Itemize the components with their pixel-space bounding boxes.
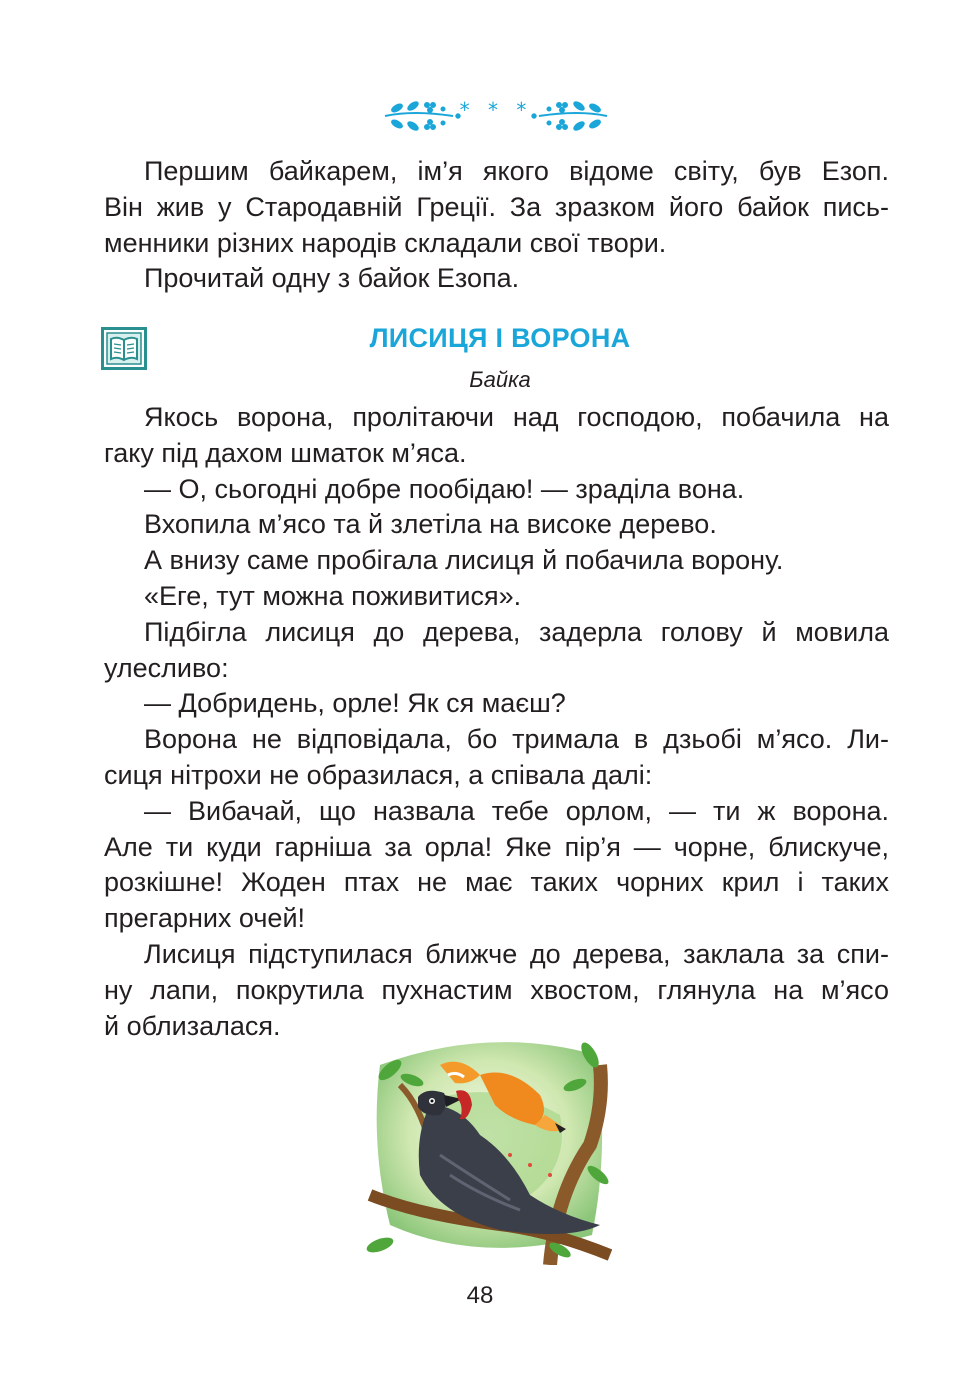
decorative-ornament [383,96,609,138]
intro-paragraph [104,154,889,297]
fable-line: прегарних очей! [104,903,306,934]
fable-line: ну лапи, покрутила пухнастим хвостом, глянула на м’ясо [104,974,889,1005]
fable-genre: Байка [469,367,531,392]
fable-line: — Вибачай, що назвала тебе орлом, — ти ж ворона. [144,795,889,826]
fable-line: й облизалася. [104,1010,281,1041]
fable-line: — О, сьогодні добре пообідаю! — зраділа вона. [144,473,745,504]
fable-line: гаку під дахом шматок м’яса. [104,437,467,468]
fable-line: улесливо: [104,652,229,683]
fable-line: сиця нітрохи не образилася, а співала далі: [104,759,653,790]
page-number: 48 [466,1282,494,1309]
fable-line: розкішне! Жоден птах не має таких чорних крил і таких [104,867,889,898]
reading-instruction: Прочитай одну з байок Езопа. [144,263,520,294]
fable-line: Вхопила м’ясо та й злетіла на високе дерево. [144,509,717,540]
fable-line: Але ти куди гарніша за орла! Яке пір’я — чорне, блискуче, [104,831,889,862]
fable-line: Ворона не відповідала, бо тримала в дзьобі м’ясо. Ли- [144,724,889,755]
fable-line: Лисиця підступилася ближче до дерева, заклала за спи- [144,938,889,969]
open-book-icon [101,327,147,370]
intro-line: Першим байкарем, ім’я якого відоме світу, був Езоп. [144,156,889,186]
ornament-stars: * * * [459,98,533,122]
fable-line: «Еге, тут можна поживитися». [144,580,522,611]
fable-line: А внизу саме пробігала лисиця й побачила ворону. [144,545,784,576]
intro-line: Він жив у Стародавній Греції. За зразком його байок пись- [104,191,889,222]
fable-line: Підбігла лисиця до дерева, задерла голову й мовила [144,616,889,647]
fable-text [104,400,889,1044]
fable-line: Якось ворона, пролітаючи над господою, побачила на [144,402,889,432]
crow-and-fox-illustration [360,1025,612,1265]
intro-line: менники різних народів складали свої твори. [104,227,667,258]
fable-line: — Добридень, орле! Як ся маєш? [144,688,566,719]
fable-title: ЛИСИЦЯ І ВОРОНА [369,323,631,353]
